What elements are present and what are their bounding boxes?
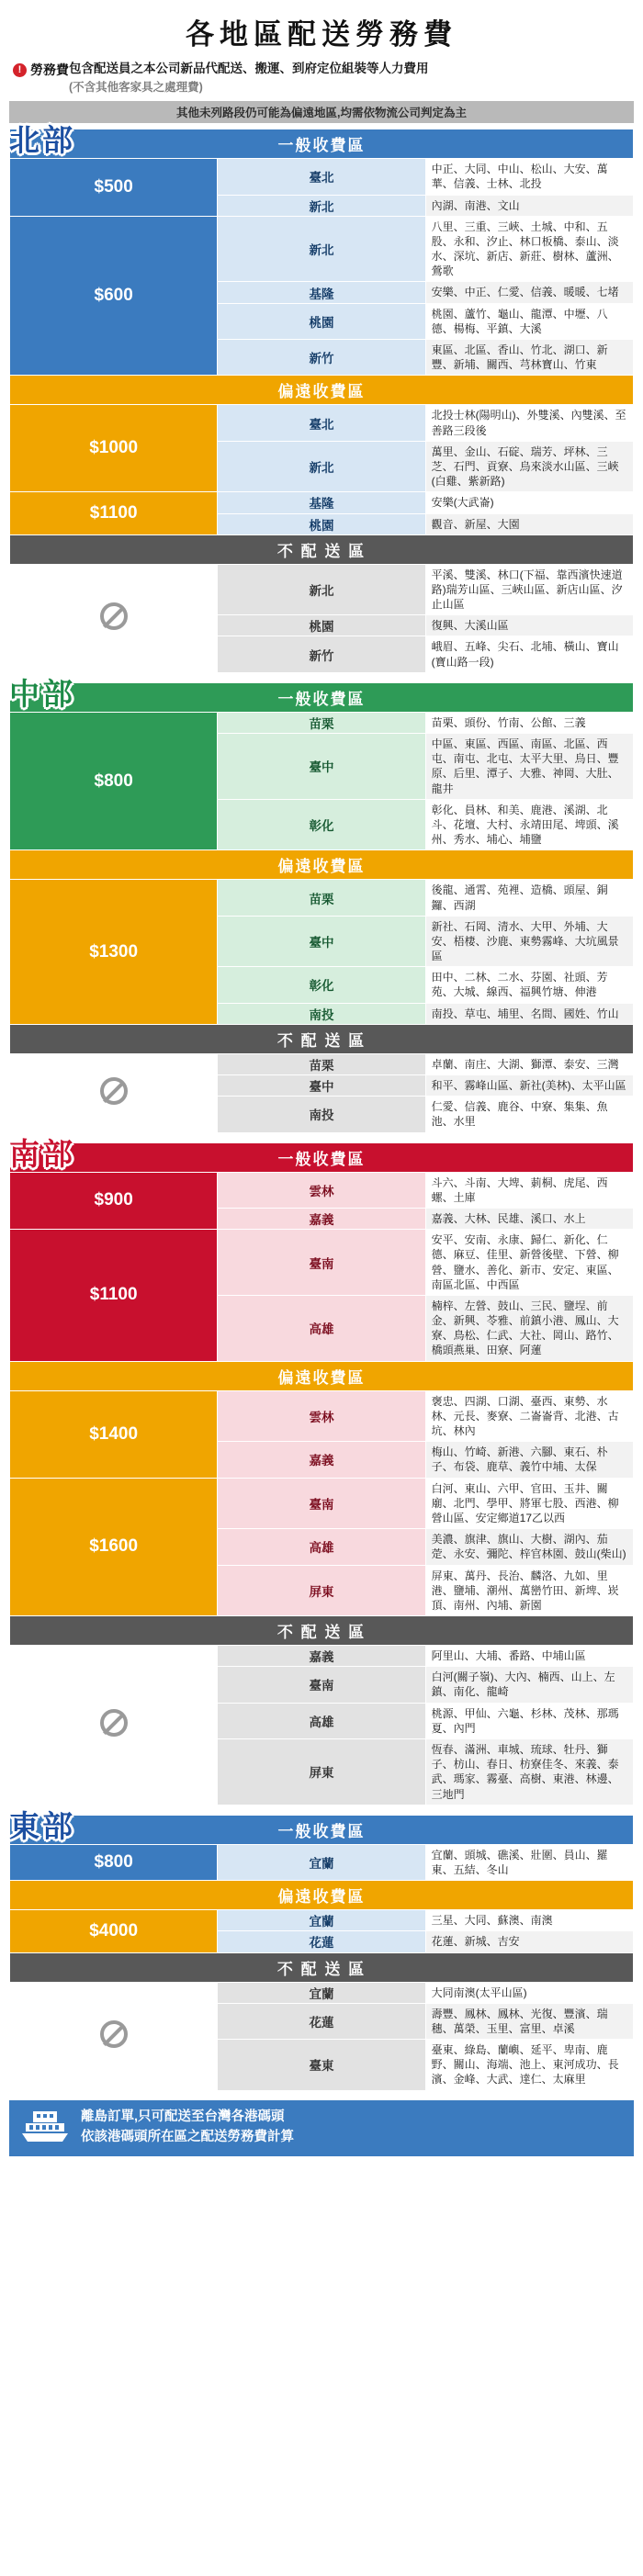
price-cell: $1000 — [10, 405, 218, 492]
area-cell: 田中、二林、二水、芬園、社頭、芳苑、大城、線西、福興竹塘、伸港 — [425, 967, 633, 1003]
ship-icon — [20, 2108, 70, 2149]
area-cell: 褒忠、四湖、口湖、臺西、東勢、水林、元長、麥寮、二崙崙背、北港、古坑、林內 — [425, 1390, 633, 1442]
price-cell: $1600 — [10, 1478, 218, 1616]
area-cell: 內湖、南港、文山 — [425, 195, 633, 216]
note-text: 包含配送員之本公司新品代配送、搬運、到府定位組裝等人力費用 — [69, 62, 429, 75]
price-cell: $900 — [10, 1172, 218, 1230]
city-cell: 宜蘭 — [218, 1982, 425, 2003]
city-cell: 新北 — [218, 564, 425, 615]
city-cell: 新竹 — [218, 340, 425, 376]
region-title-central: 中部 — [9, 676, 75, 711]
price-cell: $1100 — [10, 492, 218, 534]
footer-banner — [9, 2100, 634, 2156]
band-header: 偏遠收費區 — [10, 1881, 634, 1910]
city-cell: 桃園 — [218, 303, 425, 339]
band-header: 不 配 送 區 — [10, 1616, 634, 1646]
area-cell: 宜蘭、頭城、礁溪、壯圍、員山、羅東、五結、冬山 — [425, 1844, 633, 1880]
area-cell: 嘉義、大林、民雄、溪口、水上 — [425, 1208, 633, 1229]
note-grey-text: (不含其他客家具之處理費) — [69, 80, 203, 94]
city-cell: 苗栗 — [218, 1053, 425, 1074]
no-entry-icon — [100, 2020, 128, 2048]
no-entry-icon — [100, 602, 128, 630]
subnote: 其他未列路段仍可能為偏遠地區,均需依物流公司判定為主 — [9, 101, 634, 123]
area-cell: 白河(關子嶺)、大內、楠西、山上、左鎮、南化、龍崎 — [425, 1667, 633, 1703]
city-cell: 新竹 — [218, 636, 425, 672]
city-cell: 嘉義 — [218, 1646, 425, 1667]
area-cell: 安樂、中正、仁愛、信義、暖暖、七堵 — [425, 282, 633, 303]
city-cell: 新北 — [218, 441, 425, 492]
region-north — [9, 123, 634, 673]
area-cell: 屏東、萬丹、長治、麟洛、九如、里港、鹽埔、潮州、萬巒竹田、新埤、崁頂、南州、內埔、新園 — [425, 1565, 633, 1616]
area-cell: 安平、安南、永康、歸仁、新化、仁德、麻豆、佳里、新營後壁、下營、柳營、鹽水、善化、新市、安定、東區、南區北區、中西區 — [425, 1230, 633, 1296]
area-cell: 桃源、甲仙、六龜、杉林、茂林、那瑪夏、內門 — [425, 1703, 633, 1738]
band-header: 一般收費區 — [10, 682, 634, 712]
area-cell: 臺東、綠島、蘭嶼、延平、卑南、鹿野、關山、海端、池上、東河成功、長濱、金峰、大武、達仁、太麻里 — [425, 2040, 633, 2091]
area-cell: 平溪、雙溪、林口(下福、靠西濱快速道路)瑞芳山區、三峽山區、新店山區、汐止山區 — [425, 564, 633, 615]
area-cell: 後龍、通霄、苑裡、造橋、頭屋、銅鑼、西湖 — [425, 880, 633, 916]
area-cell: 阿里山、大埔、番路、中埔山區 — [425, 1646, 633, 1667]
area-cell: 中區、東區、西區、南區、北區、西屯、南屯、北屯、太平大里、烏日、豐原、后里、潭子、大雅、神岡、大肚、龍井 — [425, 734, 633, 800]
band-header: 偏遠收費區 — [10, 1361, 634, 1390]
city-cell: 臺中 — [218, 916, 425, 967]
price-cell: $600 — [10, 216, 218, 376]
city-cell: 宜蘭 — [218, 1910, 425, 1931]
city-cell: 高雄 — [218, 1295, 425, 1361]
price-cell: $1300 — [10, 880, 218, 1025]
area-cell: 東區、北區、香山、竹北、湖口、新豐、新埔、關西、芎林寶山、竹東 — [425, 340, 633, 376]
region-south — [9, 1136, 634, 1805]
city-cell: 桃園 — [218, 513, 425, 534]
service-fee-note — [0, 60, 643, 99]
city-cell: 高雄 — [218, 1703, 425, 1738]
band-header: 偏遠收費區 — [10, 850, 634, 880]
note-badge — [13, 60, 69, 79]
no-entry-cell — [10, 1982, 218, 2090]
footer-line-1: 離島訂單,只可配送至台灣各港碼頭 — [81, 2109, 285, 2125]
city-cell: 彰化 — [218, 967, 425, 1003]
area-cell: 安樂(大武崙) — [425, 492, 633, 513]
area-cell: 仁愛、信義、鹿谷、中寮、集集、魚池、水里 — [425, 1097, 633, 1132]
band-header: 不 配 送 區 — [10, 534, 634, 564]
region-title-east: 東部 — [9, 1808, 75, 1843]
city-cell: 嘉義 — [218, 1442, 425, 1478]
city-cell: 花蓮 — [218, 2003, 425, 2039]
region-title-north: 北部 — [9, 123, 75, 158]
area-cell: 苗栗、頭份、竹南、公館、三義 — [425, 712, 633, 733]
area-cell: 桃園、蘆竹、龜山、龍潭、中壢、八德、楊梅、平鎮、大溪 — [425, 303, 633, 339]
exclamation-icon: ! — [13, 63, 27, 77]
region-east — [9, 1808, 634, 2091]
region-title-south: 南部 — [9, 1136, 75, 1171]
city-cell: 臺北 — [218, 405, 425, 441]
region-central — [9, 676, 634, 1133]
no-entry-cell — [10, 1053, 218, 1132]
area-cell: 峨眉、五峰、尖石、北埔、橫山、寶山(寶山路一段) — [425, 636, 633, 672]
city-cell: 彰化 — [218, 799, 425, 850]
area-cell: 彰化、員林、和美、鹿港、溪湖、北斗、花壇、大村、永靖田尾、埤頭、溪州、秀水、埔心、埔鹽 — [425, 799, 633, 850]
band-header: 偏遠收費區 — [10, 376, 634, 405]
city-cell: 南投 — [218, 1097, 425, 1132]
band-header: 一般收費區 — [10, 1815, 634, 1844]
area-cell: 北投士林(陽明山)、外雙溪、內雙溪、至善路三段後 — [425, 405, 633, 441]
price-cell: $4000 — [10, 1910, 218, 1952]
footer-text — [81, 2108, 294, 2148]
footer-line-2: 依該港碼頭所在區之配送勞務費計算 — [81, 2130, 294, 2145]
band-header: 不 配 送 區 — [10, 1024, 634, 1053]
band-header: 不 配 送 區 — [10, 1952, 634, 1982]
no-entry-cell — [10, 564, 218, 672]
no-entry-icon — [100, 1709, 128, 1737]
area-cell: 壽豐、鳳林、鳳林、光復、豐濱、瑞穗、萬榮、玉里、富里、卓溪 — [425, 2003, 633, 2039]
area-cell: 南投、草屯、埔里、名間、國姓、竹山 — [425, 1003, 633, 1024]
area-cell: 復興、大溪山區 — [425, 615, 633, 636]
city-cell: 臺南 — [218, 1667, 425, 1703]
area-cell: 新社、石岡、清水、大甲、外埔、大安、梧棲、沙鹿、東勢霧峰、大坑風景區 — [425, 916, 633, 967]
area-cell: 大同南澳(太平山區) — [425, 1982, 633, 2003]
city-cell: 苗栗 — [218, 880, 425, 916]
area-cell: 觀音、新屋、大園 — [425, 513, 633, 534]
area-cell: 三星、大同、蘇澳、南澳 — [425, 1910, 633, 1931]
no-entry-icon — [100, 1077, 128, 1105]
area-cell: 中正、大同、中山、松山、大安、萬華、信義、士林、北投 — [425, 159, 633, 195]
area-cell: 斗六、斗南、大埤、莿桐、虎尾、西螺、土庫 — [425, 1172, 633, 1208]
city-cell: 宜蘭 — [218, 1844, 425, 1880]
price-cell: $1100 — [10, 1230, 218, 1362]
city-cell: 臺東 — [218, 2040, 425, 2091]
city-cell: 高雄 — [218, 1529, 425, 1565]
city-cell: 屏東 — [218, 1739, 425, 1805]
price-cell: $500 — [10, 159, 218, 217]
page-title: 各地區配送勞務費 — [186, 18, 457, 51]
city-cell: 新北 — [218, 195, 425, 216]
city-cell: 南投 — [218, 1003, 425, 1024]
area-cell: 梅山、竹崎、新港、六腳、東石、朴子、布袋、鹿草、義竹中埔、太保 — [425, 1442, 633, 1478]
area-cell: 白河、東山、六甲、官田、玉井、關廟、北門、學甲、將軍七股、西港、柳營山區、安定鄉道17乙以西 — [425, 1478, 633, 1529]
price-cell: $1400 — [10, 1390, 218, 1478]
area-cell: 和平、霧峰山區、新社(美林)、太平山區 — [425, 1075, 633, 1097]
area-cell: 八里、三重、三峽、土城、中和、五股、永和、汐止、林口板橋、泰山、淡水、深坑、新店、新莊、樹林、蘆洲、鶯歌 — [425, 216, 633, 282]
city-cell: 新北 — [218, 216, 425, 282]
city-cell: 花蓮 — [218, 1931, 425, 1952]
price-cell: $800 — [10, 712, 218, 850]
area-cell: 楠梓、左營、鼓山、三民、鹽埕、前金、新興、苓雅、前鎮小港、鳳山、大寮、鳥松、仁武、大社、岡山、路竹、橋頭燕巢、田寮、阿蓮 — [425, 1295, 633, 1361]
area-cell: 美濃、旗津、旗山、大樹、湖內、茄萣、永安、彌陀、梓官林園、鼓山(柴山) — [425, 1529, 633, 1565]
city-cell: 嘉義 — [218, 1208, 425, 1229]
band-header: 一般收費區 — [10, 1142, 634, 1172]
city-cell: 桃園 — [218, 615, 425, 636]
city-cell: 臺南 — [218, 1478, 425, 1529]
no-entry-cell — [10, 1646, 218, 1805]
note-label: 勞務費 — [30, 62, 69, 77]
city-cell: 臺南 — [218, 1230, 425, 1296]
band-header: 一般收費區 — [10, 129, 634, 159]
area-cell: 萬里、金山、石碇、瑞芳、坪林、三芝、石門、貢寮、烏來淡水山區、三峽(白雞、紫新路) — [425, 441, 633, 492]
area-cell: 花蓮、新城、吉安 — [425, 1931, 633, 1952]
city-cell: 屏東 — [218, 1565, 425, 1616]
city-cell: 臺中 — [218, 734, 425, 800]
city-cell: 苗栗 — [218, 712, 425, 733]
note-body — [69, 60, 429, 96]
city-cell: 基隆 — [218, 492, 425, 513]
area-cell: 卓蘭、南庄、大湖、獅潭、泰安、三灣 — [425, 1053, 633, 1074]
city-cell: 臺中 — [218, 1075, 425, 1097]
city-cell: 雲林 — [218, 1172, 425, 1208]
city-cell: 雲林 — [218, 1390, 425, 1442]
price-cell: $800 — [10, 1844, 218, 1880]
city-cell: 基隆 — [218, 282, 425, 303]
area-cell: 恆春、滿洲、車城、琉球、牡丹、獅子、枋山、春日、枋寮佳冬、來義、泰武、瑪家、霧臺、高樹、東港、林邊、三地門 — [425, 1739, 633, 1805]
city-cell: 臺北 — [218, 159, 425, 195]
